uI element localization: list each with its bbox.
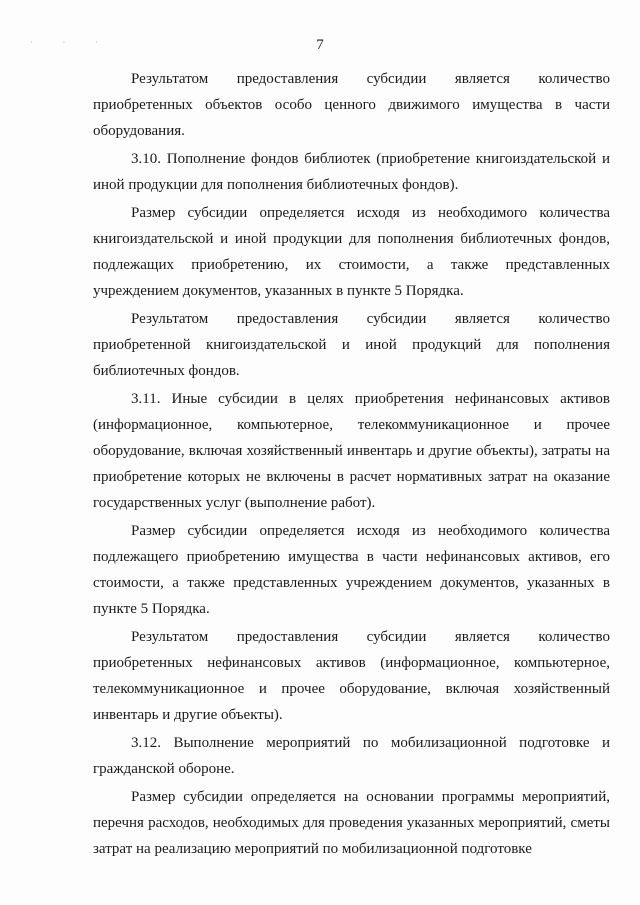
- scan-specks: · · ·: [30, 38, 112, 47]
- paragraph-3-11-heading: 3.11. Иные субсидии в целях приобретения нефинансовых активов (информационное, компьютерное, телекоммуникационное и прочее оборудование, включая хозяйственный инвентарь и другие объекты), затраты на приобретение которых не включены в расчет нормативных затрат на оказание государственных услуг (выполнение работ).: [93, 391, 610, 511]
- paragraph-3-12-heading: 3.12. Выполнение мероприятий по мобилизационной подготовке и гражданской обороне.: [93, 735, 610, 777]
- paragraph-3-10-result: Результатом предоставления субсидии является количество приобретенной книгоиздательской и иной продукций для пополнения библиотечных фондов.: [93, 311, 610, 379]
- page-number: 7: [316, 37, 324, 53]
- paragraph-3-11-result: Результатом предоставления субсидии является количество приобретенных нефинансовых активов (информационное, компьютерное, телекоммуникационное и прочее оборудование, включая хозяйственный инвентарь и другие объекты).: [93, 629, 610, 723]
- document-body: [93, 66, 610, 862]
- paragraph-3-10-heading: 3.10. Пополнение фондов библиотек (приобретение книгоиздательской и иной продукции для пополнения библиотечных фондов).: [93, 151, 610, 193]
- paragraph-result-equipment: Результатом предоставления субсидии является количество приобретенных объектов особо ценного движимого имущества в части оборудования.: [93, 71, 610, 139]
- paragraph-3-10-size: Размер субсидии определяется исходя из необходимого количества книгоиздательской и иной продукции для пополнения библиотечных фондов, подлежащих приобретению, их стоимости, а также представленных учреждением документов, указанных в пункте 5 Порядка.: [93, 205, 610, 299]
- paragraph-3-11-size: Размер субсидии определяется исходя из необходимого количества подлежащего приобретению имущества в части нефинансовых активов, его стоимости, а также представленных учреждением документов, указанных в пункте 5 Порядка.: [93, 523, 610, 617]
- paragraph-3-12-size: Размер субсидии определяется на основании программы мероприятий, перечня расходов, необходимых для проведения указанных мероприятий, сметы затрат на реализацию мероприятий по мобилизационной подготовке: [93, 789, 610, 857]
